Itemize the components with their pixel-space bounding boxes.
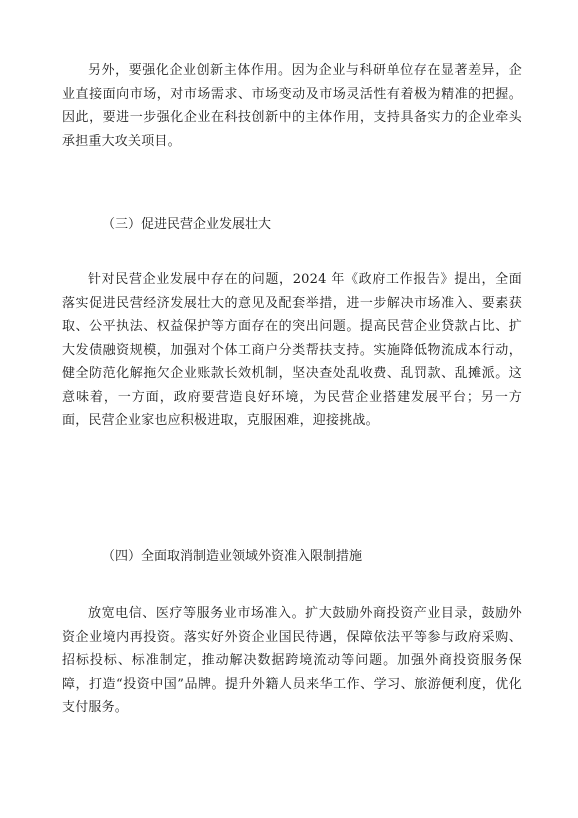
section-heading-foreign-investment: （四）全面取消制造业领域外资准入限制措施: [102, 549, 363, 564]
paragraph-foreign-investment: 放宽电信、医疗等服务业市场准入。扩大鼓励外商投资产业目录，鼓励外资企业境内再投资。落实好外资企业国民待遇，保障依法平等参与政府采购、招标投标、标准制定，推动解决数据跨境流动等问题。加强外商投资服务保障，打造“投资中国”品牌。提升外籍人员来华工作、学习、旅游便利度，优化支付服务。: [62, 606, 522, 715]
section-heading-private-enterprise: （三）促进民营企业发展壮大: [102, 217, 272, 232]
paragraph-private-enterprise: 针对民营企业发展中存在的问题，2024 年《政府工作报告》提出，全面落实促进民营经济发展壮大的意见及配套举措，进一步解决市场准入、要素获取、公平执法、权益保护等方面存在的突出问题。提高民营企业贷款占比、扩大发债融资规模，加强对个体工商户分类帮扶支持。实施降低物流成本行动，健全防范化解拖欠企业账款长效机制，坚决查处乱收费、乱罚款、乱摊派。这意味着，一方面，政府要营造良好环境，为民营企业搭建发展平台；另一方面，民营企业家也应积极进取，克服困难，迎接挑战。: [62, 272, 522, 428]
paragraph-enterprise-innovation: 另外，要强化企业创新主体作用。因为企业与科研单位存在显著差异，企业直接面向市场，对市场需求、市场变动及市场灵活性有着极为精准的把握。因此，要进一步强化企业在科技创新中的主体作用，支持具备实力的企业牵头承担重大攻关项目。: [62, 63, 522, 149]
